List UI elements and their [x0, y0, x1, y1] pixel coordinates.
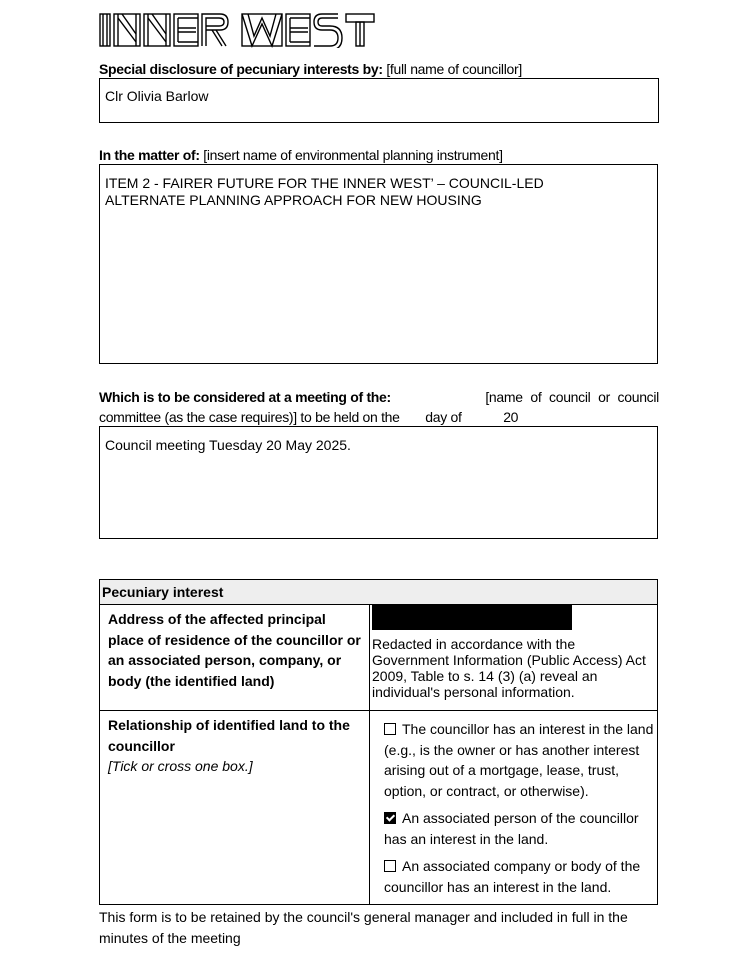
relationship-options	[370, 711, 658, 905]
meeting-day-of: day of	[425, 409, 462, 425]
meeting-value: Council meeting Tuesday 20 May 2025.	[105, 437, 351, 453]
relationship-label: Relationship of identified land to the councillor	[108, 717, 350, 754]
footer-note: This form is to be retained by the council's general manager and included in full in the minutes of the meeting	[99, 909, 628, 946]
meeting-field[interactable]	[99, 426, 658, 539]
checkbox-associated-company[interactable]	[384, 860, 396, 872]
disclosure-label-hint: [full name of councillor]	[386, 61, 522, 77]
option-associated-company[interactable]	[372, 856, 657, 897]
planning-instrument-line-2: ALTERNATE PLANNING APPROACH FOR NEW HOUSING	[105, 192, 482, 208]
meeting-label	[99, 388, 659, 426]
planning-instrument-field[interactable]	[99, 164, 658, 364]
meeting-label-hint: [name of council or council	[485, 389, 659, 405]
relationship-hint: [Tick or cross one box.]	[108, 758, 253, 774]
redacted-note: Redacted in accordance with the Government Information (Public Access) Act 2009, Table to s. 14 (3) (a) reveal an individual's personal information.	[372, 636, 646, 700]
option-associated-person[interactable]	[372, 808, 657, 849]
address-cell	[370, 605, 658, 711]
matter-label	[99, 146, 503, 164]
meeting-year: 20	[503, 409, 519, 425]
checkbox-associated-person[interactable]	[384, 812, 396, 824]
inner-west-logo	[98, 10, 378, 48]
matter-label-hint: [insert name of environmental planning instrument]	[203, 147, 503, 163]
option-associated-person-text: An associated person of the councillor has an interest in the land.	[384, 810, 639, 847]
matter-label-bold: In the matter of:	[99, 147, 200, 163]
redaction-block	[372, 605, 572, 630]
pecuniary-interest-table	[99, 579, 658, 905]
meeting-label-line2: committee (as the case requires)] to be held on the	[99, 409, 400, 425]
option-councillor-interest-text: The councillor has an interest in the land (e.g., is the owner or has another interest arising out of a mortgage, lease, trust, option, or contract, or otherwise).	[384, 721, 654, 799]
councillor-name-field[interactable]	[99, 78, 659, 123]
pecuniary-interest-header: Pecuniary interest	[100, 580, 658, 605]
address-label: Address of the affected principal place of residence of the councillor or an associated person, company, or body (the identified land)	[100, 605, 370, 711]
councillor-name-value: Clr Olivia Barlow	[105, 88, 209, 104]
disclosure-label-bold: Special disclosure of pecuniary interests by:	[99, 61, 383, 77]
checkbox-councillor-interest[interactable]	[384, 723, 396, 735]
meeting-label-bold: Which is to be considered at a meeting of the:	[99, 389, 391, 405]
option-councillor-interest[interactable]	[372, 719, 657, 801]
relationship-cell	[100, 711, 370, 905]
disclosure-label	[99, 60, 522, 78]
option-associated-company-text: An associated company or body of the councillor has an interest in the land.	[384, 858, 641, 895]
planning-instrument-line-1: ITEM 2 - FAIRER FUTURE FOR THE INNER WEST’ – COUNCIL-LED	[105, 175, 544, 191]
